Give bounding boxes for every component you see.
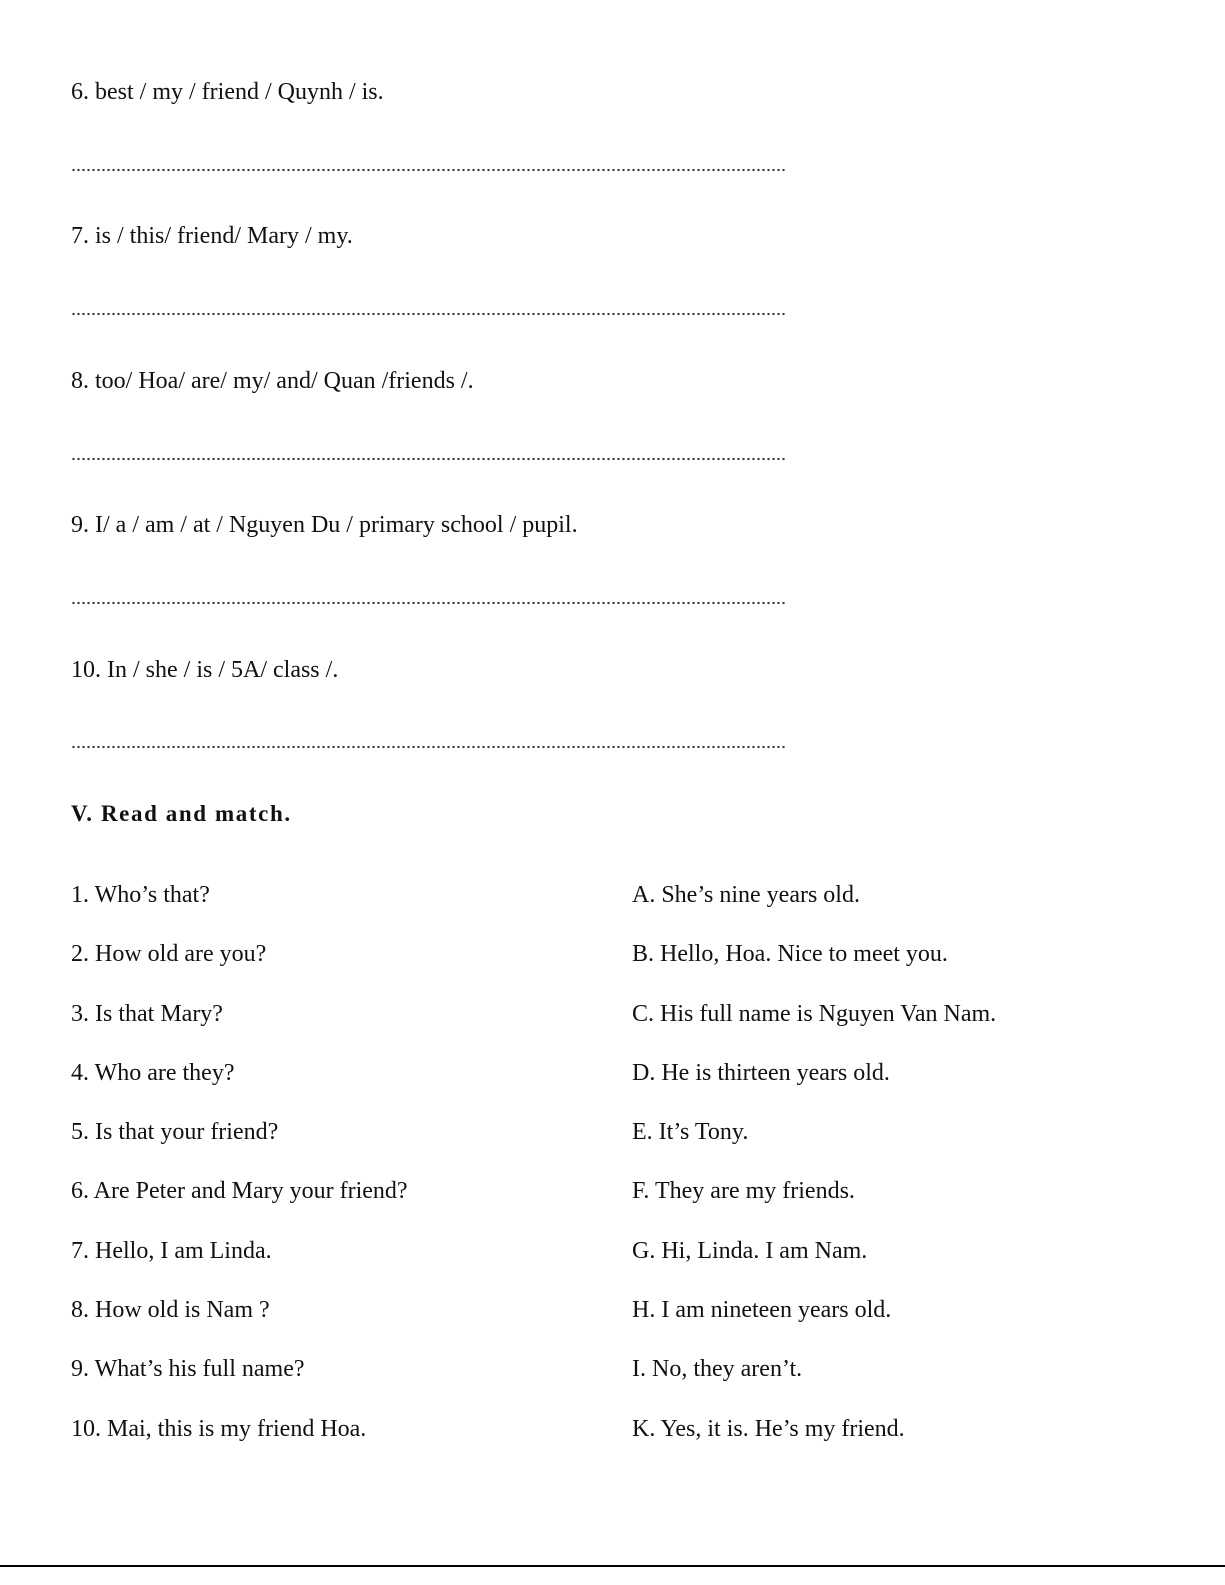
match-question-4: 4. Who are they?	[71, 1060, 235, 1086]
match-question-9: 9. What’s his full name?	[71, 1356, 305, 1382]
reorder-item-9: 9. I/ a / am / at / Nguyen Du / primary school / pupil.	[71, 512, 578, 538]
match-answer-b: B. Hello, Hoa. Nice to meet you.	[632, 941, 948, 967]
reorder-item-6: 6. best / my / friend / Quynh / is.	[71, 79, 384, 105]
match-question-10: 10. Mai, this is my friend Hoa.	[71, 1416, 367, 1442]
reorder-item-8: 8. too/ Hoa/ are/ my/ and/ Quan /friends /.	[71, 368, 474, 394]
section-v-title: V. Read and match.	[71, 801, 292, 826]
answer-line-8	[71, 457, 787, 461]
match-question-2: 2. How old are you?	[71, 941, 267, 967]
answer-line-10	[71, 745, 787, 749]
match-answer-d: D. He is thirteen years old.	[632, 1060, 890, 1086]
answer-line-6	[71, 168, 787, 172]
match-question-5: 5. Is that your friend?	[71, 1119, 279, 1145]
match-question-7: 7. Hello, I am Linda.	[71, 1238, 272, 1264]
answer-line-9	[71, 601, 787, 605]
match-answer-a: A. She’s nine years old.	[632, 882, 860, 908]
match-answer-i: I. No, they aren’t.	[632, 1356, 803, 1382]
match-answer-g: G. Hi, Linda. I am Nam.	[632, 1238, 868, 1264]
match-answer-h: H. I am nineteen years old.	[632, 1297, 892, 1323]
match-answer-c: C. His full name is Nguyen Van Nam.	[632, 1001, 997, 1027]
match-question-6: 6. Are Peter and Mary your friend?	[71, 1178, 408, 1204]
match-question-3: 3. Is that Mary?	[71, 1001, 223, 1027]
match-question-1: 1. Who’s that?	[71, 882, 210, 908]
match-question-8: 8. How old is Nam ?	[71, 1297, 270, 1323]
match-answer-e: E. It’s Tony.	[632, 1119, 749, 1145]
match-answer-k: K. Yes, it is. He’s my friend.	[632, 1416, 905, 1442]
page-bottom-rule	[0, 1565, 1225, 1567]
answer-line-7	[71, 312, 787, 316]
match-answer-f: F. They are my friends.	[632, 1178, 855, 1204]
reorder-item-7: 7. is / this/ friend/ Mary / my.	[71, 223, 353, 249]
reorder-item-10: 10. In / she / is / 5A/ class /.	[71, 657, 339, 683]
